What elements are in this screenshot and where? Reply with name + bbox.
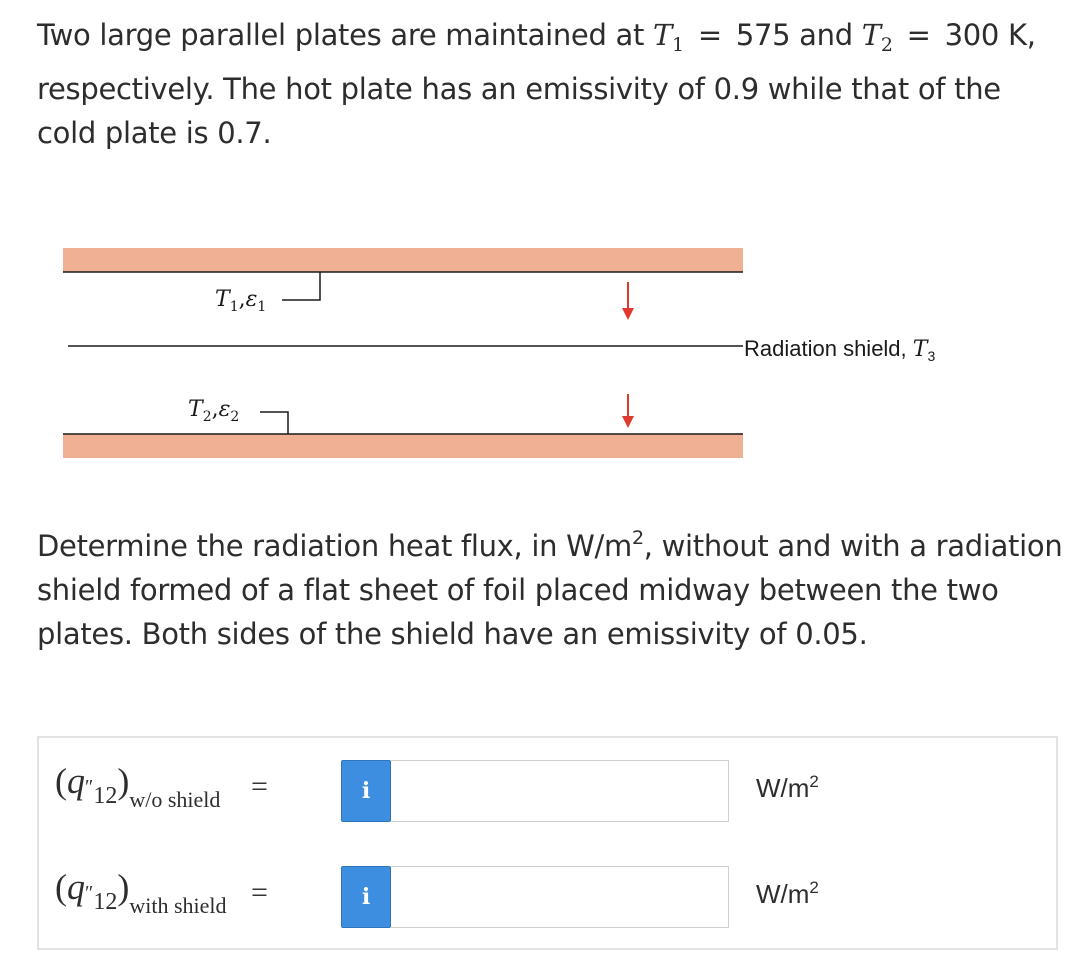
- heat-flux-input-without-shield[interactable]: [391, 760, 729, 822]
- unit-label: $W/m^2$: [756, 772, 819, 803]
- cold-plate-label: $T_2,\varepsilon_2$: [188, 397, 240, 425]
- equals-sign: =: [697, 18, 722, 52]
- cold-plate: [63, 434, 743, 458]
- hot-plate: [63, 248, 743, 272]
- equals-sign: =: [906, 18, 931, 52]
- answer-panel: [37, 736, 1058, 950]
- problem-statement: [37, 13, 1047, 155]
- info-button[interactable]: i: [341, 866, 391, 928]
- t2-value: 300 K,: [944, 18, 1036, 52]
- unit-label: $W/m^2$: [756, 878, 819, 909]
- equals-sign: =: [251, 770, 268, 803]
- heat-flux-label-with-shield: $(q''_{12})_{with shield}$: [55, 867, 227, 918]
- parallel-plates-figure: [60, 240, 990, 470]
- t1-symbol: $T_1$: [652, 18, 684, 56]
- arrow-down-icon: [622, 282, 634, 320]
- t1-value: 575 and: [735, 18, 862, 52]
- heat-flux-input-with-shield[interactable]: [391, 866, 729, 928]
- bottom-leader-line: [260, 412, 288, 434]
- intro-text: Two large parallel plates are maintained at: [37, 18, 653, 52]
- equals-sign: =: [251, 876, 268, 909]
- question-text: Determine the radiation heat flux, in $W/m^2$, without and with a radiation shield formed of a flat sheet of foil placed midway between the two plates. Both sides of the shield have an emissivity of 0.05.: [37, 527, 1063, 651]
- answer-row-with-shield: [39, 864, 1056, 934]
- answer-row-without-shield: [39, 758, 1056, 828]
- emissivity-text: respectively. The hot plate has an emissivity of 0.9 while that of the cold plate is 0.7.: [37, 72, 1001, 150]
- heat-flux-label-without-shield: $(q''_{12})_{w/o shield}$: [55, 761, 221, 812]
- hot-plate-label: $T_1,\varepsilon_1$: [215, 287, 267, 315]
- top-leader-line: [282, 272, 320, 300]
- arrow-down-icon: [622, 394, 634, 428]
- t2-symbol: $T_2$: [861, 18, 893, 56]
- info-button[interactable]: i: [341, 760, 391, 822]
- radiation-shield-label: Radiation shield, $T_3$: [744, 336, 936, 364]
